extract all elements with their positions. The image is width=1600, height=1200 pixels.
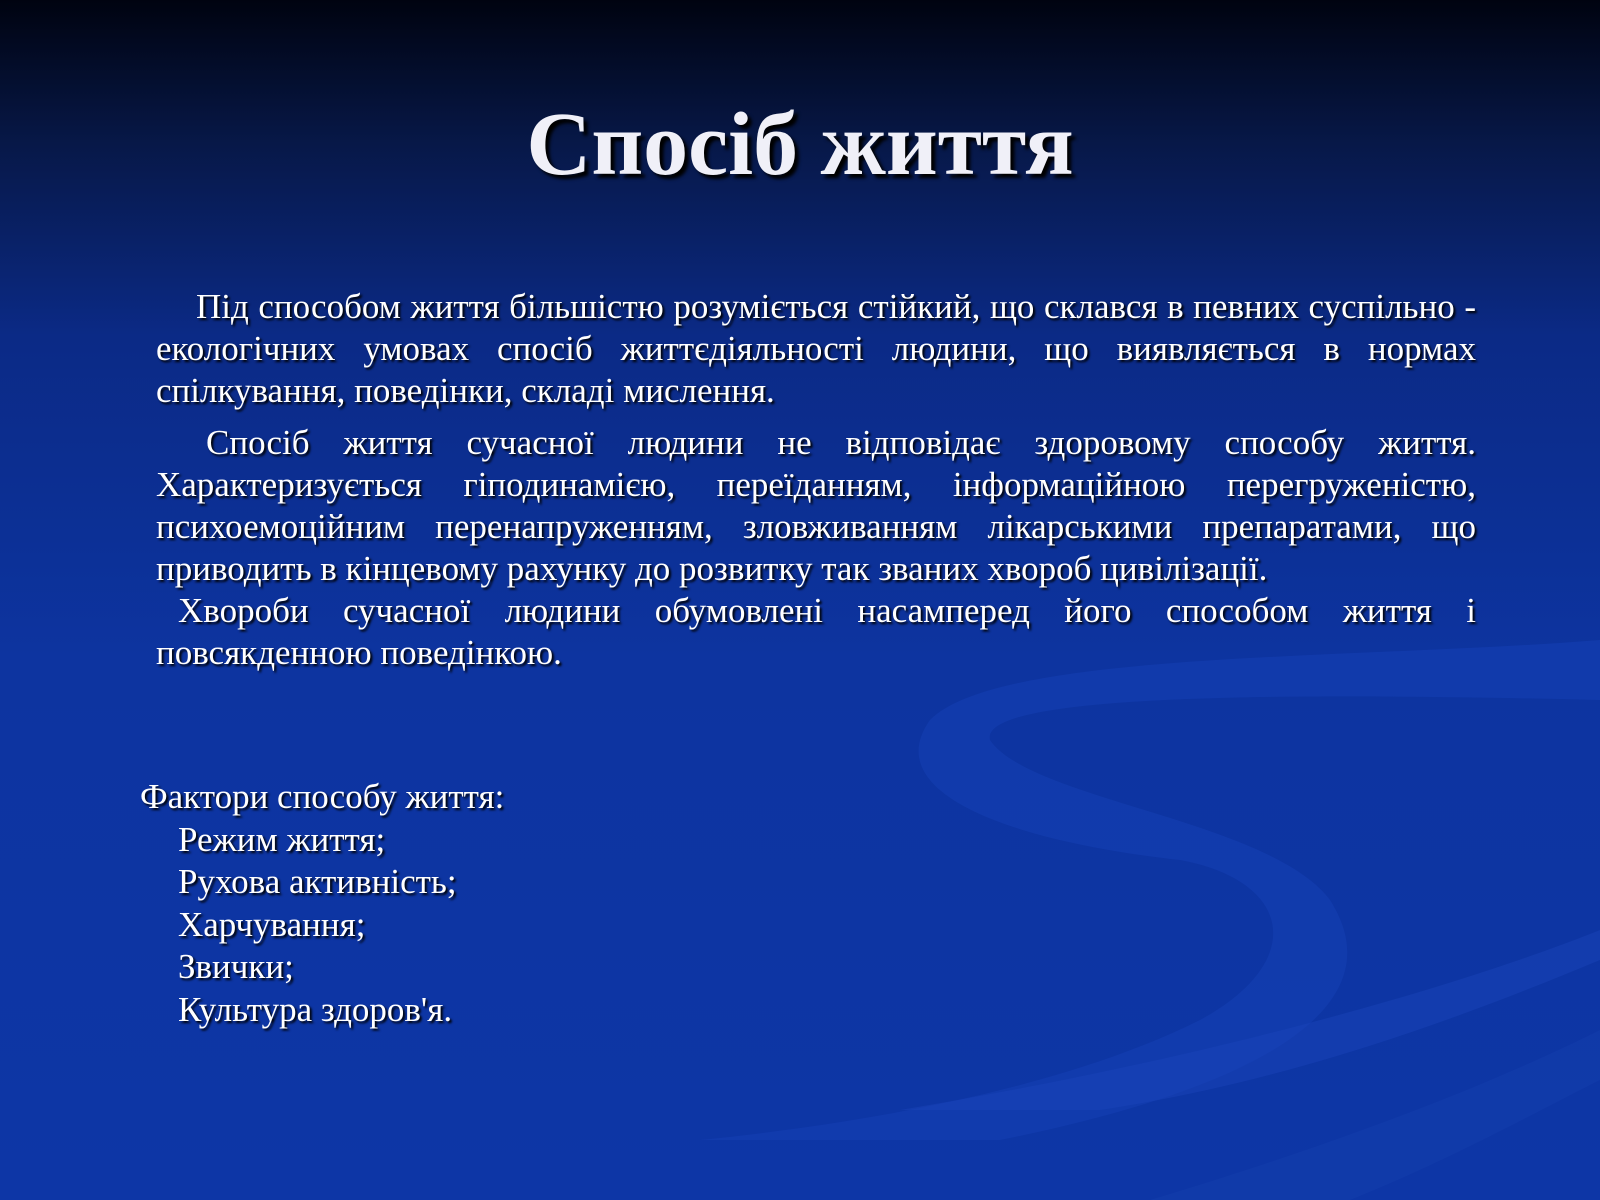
- factor-item: Культура здоров'я.: [178, 989, 453, 1029]
- slide-title: Спосіб життя: [526, 95, 1074, 194]
- paragraph-diseases: [156, 590, 1476, 674]
- factor-item: Режим життя;: [178, 819, 386, 859]
- factor-item: Звички;: [178, 947, 294, 986]
- factors-list: [140, 776, 504, 1031]
- paragraph-diseases-text: Хвороби сучасної людини обумовлені насамперед його способом життя і повсякденною поведінкою.: [156, 591, 1476, 672]
- paragraph-modern-lifestyle: [156, 422, 1476, 590]
- paragraph-definition-text: Під способом життя більшістю розуміється стійкий, що склався в певних суспільно - екологічних умовах спосіб життєдіяльності людини, що виявляється в нормах спілкування, поведінки, складі мислення.: [156, 287, 1476, 410]
- slide-body: [156, 286, 1476, 684]
- factor-item: Рухова активність;: [178, 862, 457, 901]
- paragraph-modern-lifestyle-text: Спосіб життя сучасної людини не відповідає здоровому способу життя. Характеризується гіподинамією, переїданням, інформаційною перегруженістю, психоемоційним перенапруженням, зловживанням лікарськими препаратами, що приводить в кінцевому рахунку до розвитку так званих хвороб цивілізації.: [156, 423, 1476, 588]
- factors-heading: Фактори способу життя:: [140, 777, 505, 816]
- paragraph-definition: [156, 286, 1476, 412]
- factor-item: Харчування;: [178, 904, 366, 944]
